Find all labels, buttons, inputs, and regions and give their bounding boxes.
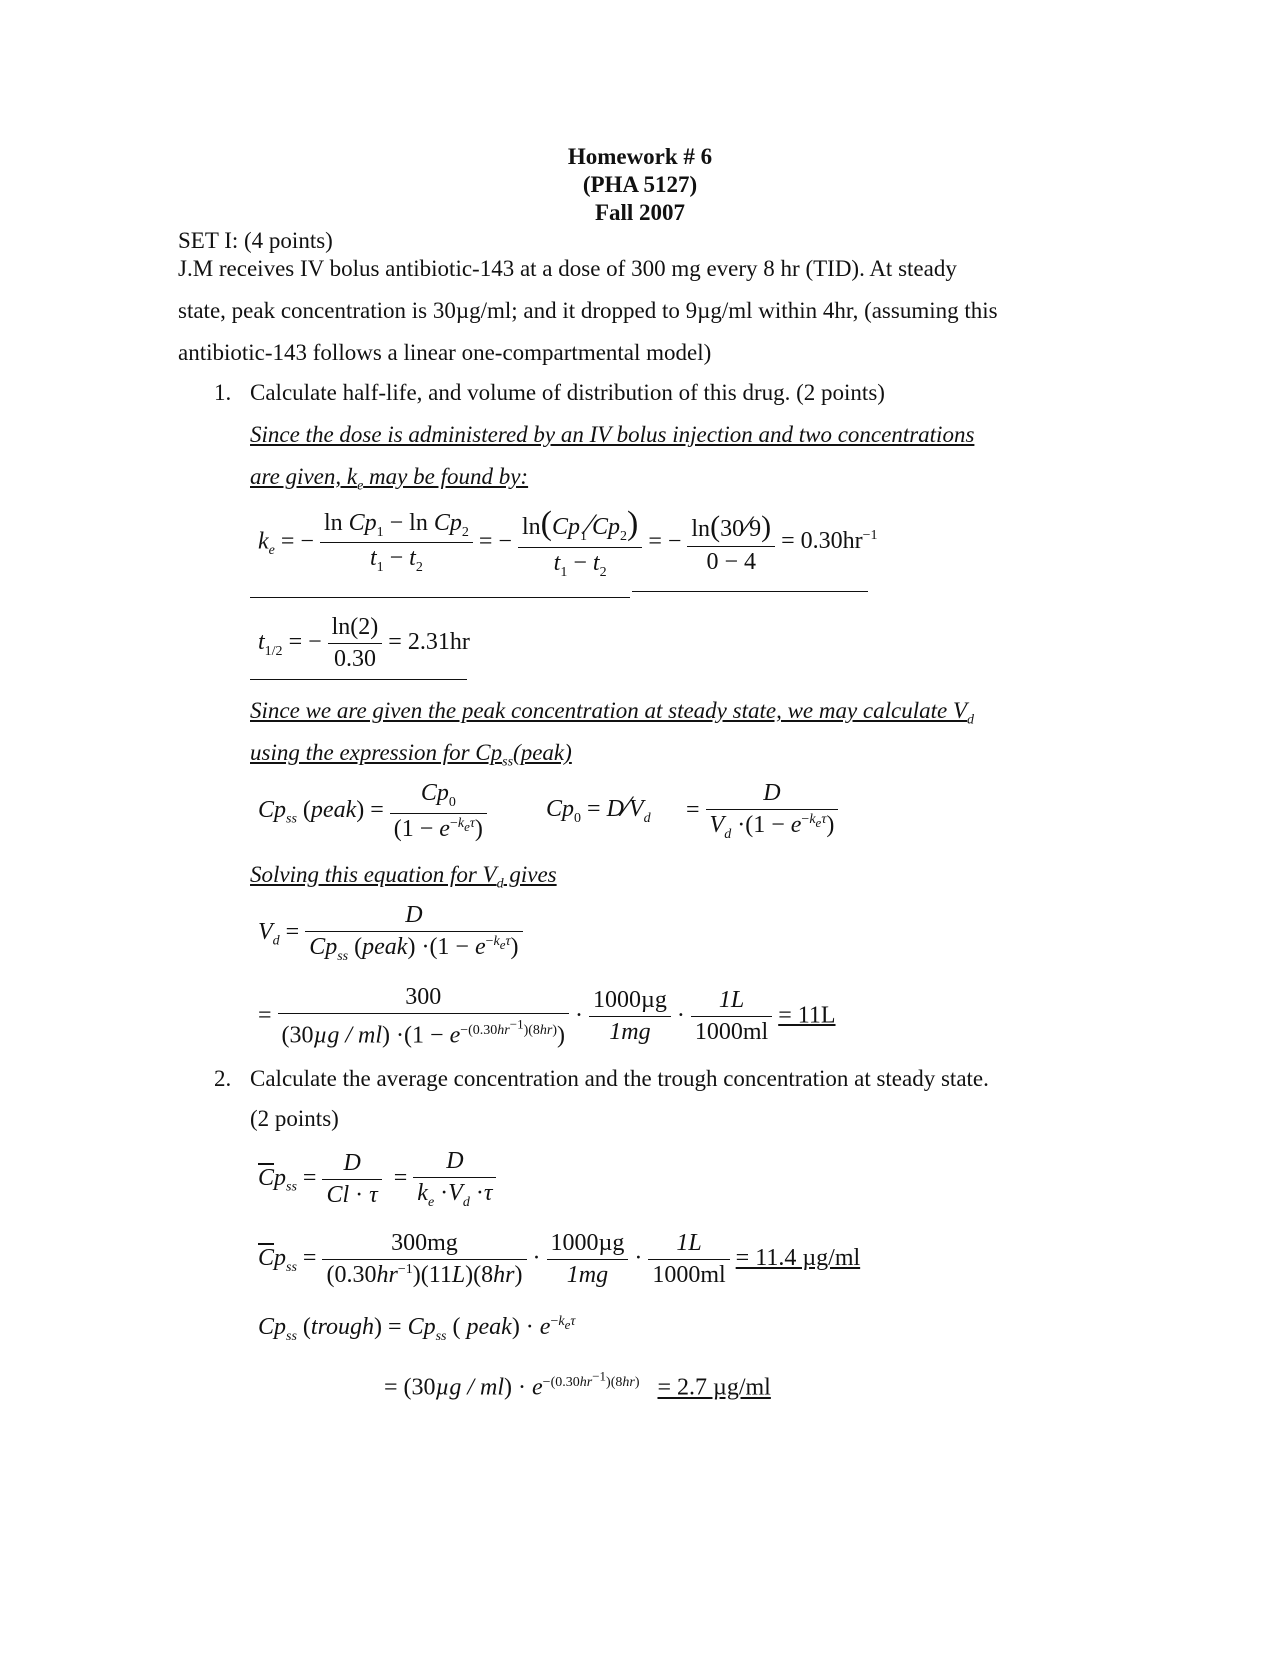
half-life-result: = 2.31hr — [388, 629, 470, 656]
cpss-substituted-fraction: $\frac{D}{V_d \cdot(1 - e^{-k_e\tau})}$ — [706, 780, 839, 843]
vd-result: = 11L — [778, 1002, 836, 1029]
ke-underline-1 — [250, 597, 630, 598]
cpss-average-equation: $\overline{C}p_{ss}$ = $\frac{D}{Cl \cdot \tau}$ = $\frac{D}{k_e \cdot V_d \cdot\tau}$ — [258, 1148, 496, 1211]
question-2-text-line-2: (2 points) — [250, 1106, 339, 1131]
cpss-average-calc-fraction: $\frac{300mg}{(0.30hr^{-1})(11L)(8hr)}$ — [322, 1230, 526, 1289]
question-1-number: 1. — [214, 380, 232, 405]
ke-fraction-3: $\frac{\ln(30⁄9)}{0 - 4}$ — [687, 510, 775, 576]
intro-line-2: state, peak concentration is 30µg/ml; and it dropped to 9µg/ml within 4hr, (assuming this — [178, 298, 998, 323]
half-life-underline — [250, 679, 467, 680]
note-vd-line-2: using the expression for $Cp_{ss}(peak)$ — [250, 740, 572, 770]
cpss-peak-equation: $Cp_{ss}$ (peak) = $\frac{Cp_0}{(1 - e^{-k_e\tau})}$ — [258, 780, 487, 843]
cpss-trough-equation: $Cp_{ss}$ (trough) = $Cp_{ss}$ ( peak) · $e^{-k_e\tau}$ — [258, 1314, 576, 1344]
note-ke-line-1: Since the dose is administered by an IV bolus injection and two concentrations — [250, 422, 975, 447]
cpss-average-fraction-1: $\frac{D}{Cl \cdot \tau}$ — [322, 1150, 381, 1209]
note-vd-line-1: Since we are given the peak concentration at steady state, we may calculate $V_d$ — [250, 698, 975, 728]
vd-equation: $V_d$ = $\frac{D}{Cp_{ss} (peak) \cdot(1 - e^{-k_e\tau})}$ — [258, 902, 523, 965]
cpss-average-conversion-1: $\frac{\text{1000µg}}{1mg}$ — [547, 1230, 629, 1289]
vd-conversion-1: $\frac{\text{1000µg}}{1mg}$ — [589, 987, 671, 1046]
half-life-fraction: $\frac{\ln(2)}{0.30}$ — [328, 614, 383, 673]
question-2-number: 2. — [214, 1066, 232, 1091]
question-2-text-line-1: Calculate the average concentration and the trough concentration at steady state. — [250, 1066, 989, 1091]
vd-calculation: = $\frac{300}{(30\mu g / ml) \cdot(1 - e^{-(0.30hr^{-1})(8hr)})}$ · $\frac{\text{1000µg}}{1mg}$ · $\frac{1L}{1000ml}$ = 11L — [258, 984, 836, 1049]
cpss-average-result: = 11.4 µg/ml — [735, 1245, 861, 1272]
ke-equation: $k_e$ = − $\frac{\ln Cp_1 - \ln Cp_2}{t_1 - t_2}$ = − $\frac{\ln(Cp_1⁄Cp_2)}{t_1 - t_2}$ = − $\frac{\ln(30⁄9)}{0 - 4}$ = $0.30hr^{-1}$ — [258, 505, 878, 580]
note-ke-line-2: are given, $k_e$ may be found by: — [250, 464, 529, 494]
page-title: Homework # 6 — [567, 144, 713, 169]
cpss-trough-calculation: = $(30\mu g / ml) \cdot e^{-(0.30hr^{-1})(8hr)}$ = 2.7 µg/ml — [384, 1368, 771, 1401]
cpss-trough-result: = 2.7 µg/ml — [657, 1374, 771, 1401]
ke-fraction-1: $\frac{\ln Cp_1 - \ln Cp_2}{t_1 - t_2}$ — [320, 510, 473, 577]
intro-line-1: J.M receives IV bolus antibiotic-143 at a dose of 300 mg every 8 hr (TID). At steady — [178, 256, 957, 281]
ke-underline-2 — [632, 591, 868, 592]
note-solve-vd: Solving this equation for $V_d$ gives — [250, 862, 557, 892]
vd-fraction: $\frac{D}{Cp_{ss} (peak) \cdot(1 - e^{-k_e\tau})}$ — [305, 902, 522, 965]
cpss-average-conversion-2: $\frac{1L}{1000ml}$ — [648, 1230, 729, 1289]
vd-calc-fraction: $\frac{300}{(30\mu g / ml) \cdot(1 - e^{-(0.30hr^{-1})(8hr)})}$ — [278, 984, 569, 1050]
course-code: (PHA 5127) — [582, 172, 698, 197]
ke-fraction-2: $\frac{\ln(Cp_1⁄Cp_2)}{t_1 - t_2}$ — [518, 505, 642, 581]
question-1-text: Calculate half-life, and volume of distribution of this drug. (2 points) — [250, 380, 885, 405]
intro-line-3: antibiotic-143 follows a linear one-compartmental model) — [178, 340, 712, 365]
cpss-average-fraction-2: $\frac{D}{k_e \cdot V_d \cdot\tau}$ — [413, 1148, 496, 1211]
set-label: SET I: (4 points) — [178, 228, 333, 253]
vd-conversion-2: $\frac{1L}{1000ml}$ — [691, 987, 772, 1046]
term: Fall 2007 — [594, 200, 686, 225]
cpss-average-calculation: $\overline{C}p_{ss}$ = $\frac{300mg}{(0.30hr^{-1})(11L)(8hr)}$ · $\frac{\text{1000µg}}{1mg}$ · $\frac{1L}{1000ml}$ = 11.4 µg/ml — [258, 1230, 861, 1288]
half-life-equation: $t_{1/2}$ = − $\frac{\ln(2)}{0.30}$ = 2.31hr — [258, 614, 470, 672]
cpss-peak-substituted: = $\frac{D}{V_d \cdot(1 - e^{-k_e\tau})}$ — [686, 780, 838, 843]
ke-result: = $0.30hr^{-1}$ — [781, 528, 878, 555]
cp0-equation: $Cp_0$ = $D⁄V_d$ — [546, 790, 651, 826]
cpss-peak-fraction: $\frac{Cp_0}{(1 - e^{-k_e\tau})}$ — [390, 780, 487, 843]
